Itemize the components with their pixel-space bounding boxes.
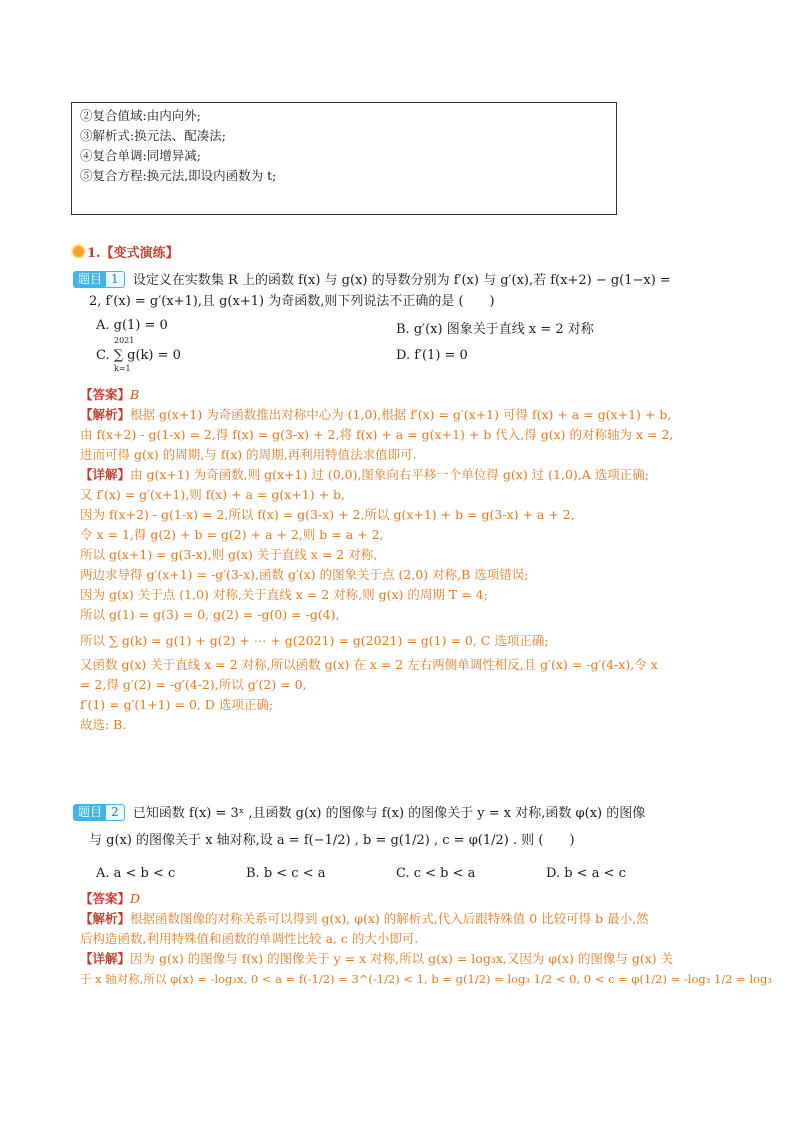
analysis-text: 由 f(x+2) - g(1-x) = 2,得 f(x) = g(3-x) + 2,将 f(x) + a = g(x+1) + b 代入,得 g(x) 的对称轴为 x = 2,	[80, 427, 674, 442]
option-c-text: C. ∑ g(k) = 0	[96, 348, 181, 363]
question-stem: 已知函数 f(x) = 3ˣ ,且函数 g(x) 的图像与 f(x) 的图像关于 y = x 对称,函数 φ(x) 的图像	[132, 806, 646, 821]
analysis-label: 【解析】	[80, 911, 131, 926]
option-c	[96, 336, 181, 373]
answer-label: 【答案】	[80, 387, 131, 402]
detail-text: 所以 g(x+1) = g(3-x),则 g(x) 关于直线 x = 2 对称,	[80, 547, 378, 562]
question-1-solution	[80, 385, 725, 735]
detail-text: 由 g(x+1) 为奇函数,则 g(x+1) 过 (0,0),图象向右平移一个单位得 g(x) 过 (1,0),A 选项正确;	[130, 467, 649, 482]
sum-lower-limit: k=1	[114, 364, 131, 373]
section-heading	[73, 242, 179, 261]
section-title: 1.【变式演练】	[87, 246, 179, 261]
detail-text: = 2,得 g′(2) = -g′(4-2),所以 g′(2) = 0,	[80, 677, 307, 692]
summary-line: ⑤复合方程:换元法,即设内函数为 t;	[80, 168, 277, 183]
sum-upper-limit: 2021	[114, 336, 135, 345]
question-stem: 设定义在实数集 R 上的函数 f(x) 与 g(x) 的导数分别为 f′(x) 与 g′(x),若 f(x+2) − g(1−x) =	[132, 273, 671, 288]
analysis-text: 根据函数图像的对称关系可以得到 g(x), φ(x) 的解析式,代入后跟特殊值 0 比较可得 b 最小,然	[130, 911, 649, 926]
answer-value: B	[130, 387, 140, 402]
detail-text: 所以 g(1) = g(3) = 0, g(2) = -g(0) = -g(4),	[80, 607, 340, 622]
detail-text: 令 x = 1,得 g(2) + b = g(2) + a + 2,则 b = a + 2,	[80, 527, 384, 542]
detail-text: 因为 g(x) 的图像与 f(x) 的图像关于 y = x 对称,所以 g(x) = log₃x,又因为 φ(x) 的图像与 g(x) 关	[130, 951, 674, 966]
option-a: A. g(1) = 0	[96, 318, 168, 333]
detail-text: 因为 f(x+2) - g(1-x) = 2,所以 f(x) = g(3-x) + 2,所以 g(x+1) + b = g(3-x) + a + 2,	[80, 507, 575, 522]
summary-line: ②复合值域:由内向外;	[80, 108, 201, 123]
answer-value: D	[130, 891, 141, 906]
option-c: C. c < b < a	[396, 866, 476, 881]
detail-text: f′(1) = g′(1+1) = 0, D 选项正确;	[80, 697, 274, 712]
sun-icon	[73, 246, 84, 257]
option-b: B. b < c < a	[246, 866, 326, 881]
question-stem-continued: 与 g(x) 的图像关于 x 轴对称,设 a = f(−1/2) , b = g(1/2) , c = φ(1/2) . 则 ( )	[89, 833, 575, 848]
question-number: 1	[105, 271, 125, 288]
option-b: B. g′(x) 图象关于直线 x = 2 对称	[396, 322, 594, 337]
summary-line: ③解析式:换元法、配凑法;	[80, 128, 226, 143]
answer-line	[80, 889, 725, 909]
detail-text: 于 x 轴对称,所以 φ(x) = -log₃x, 0 < a = f(-1/2) = 3^(-1/2) < 1, b = g(1/2) = log₃ 1/2 < 0, 0 < c = φ(1/2) = -log₃ 1/2 = log₃	[80, 972, 773, 986]
question-badge: 题目	[73, 804, 107, 821]
answer-line	[80, 385, 725, 405]
question-stem-continued: 2, f′(x) = g′(x+1),且 g(x+1) 为奇函数,则下列说法不正确的是 ( )	[89, 294, 495, 309]
analysis-text: 根据 g(x+1) 为奇函数推出对称中心为 (1,0),根据 f′(x) = g′(x+1) 可得 f(x) + a = g(x+1) + b,	[130, 407, 672, 422]
analysis-text: 进而可得 g(x) 的周期,与 f(x) 的周期,再利用特值法求值即可.	[80, 447, 417, 462]
detail-text: 又函数 g(x) 关于直线 x = 2 对称,所以函数 g(x) 在 x = 2 左右两侧单调性相反,且 g′(x) = -g′(4-x),令 x	[80, 657, 658, 672]
question-2	[73, 803, 723, 851]
answer-label: 【答案】	[80, 891, 131, 906]
question-badge: 题目	[73, 271, 107, 288]
option-d: D. b < a < c	[546, 866, 626, 881]
option-d: D. f′(1) = 0	[396, 348, 468, 363]
detail-text: 两边求导得 g′(x+1) = -g′(3-x),函数 g′(x) 的图象关于点 (2,0) 对称,B 选项错误;	[80, 567, 529, 582]
detail-line	[80, 949, 725, 969]
question-number: 2	[105, 804, 125, 821]
analysis-line	[80, 405, 725, 425]
analysis-line	[80, 909, 725, 929]
detail-text: 因为 g(x) 关于点 (1,0) 对称,关于直线 x = 2 对称,则 g(x) 的周期 T = 4;	[80, 587, 488, 602]
analysis-label: 【解析】	[80, 407, 131, 422]
analysis-text: 后构造函数,利用特殊值和函数的单调性比较 a, c 的大小即可.	[80, 931, 419, 946]
detail-line	[80, 465, 725, 485]
detail-text: 又 f′(x) = g′(x+1),则 f(x) + a = g(x+1) + b,	[80, 487, 346, 502]
summary-line: ④复合单调:同增异减;	[80, 148, 201, 163]
question-1	[73, 270, 723, 312]
option-a: A. a < b < c	[96, 866, 176, 881]
summary-box	[71, 102, 617, 215]
question-2-solution	[80, 889, 773, 989]
detail-text: 所以 ∑ g(k) = g(1) + g(2) + ⋯ + g(2021) = g(2021) = g(1) = 0, C 选项正确;	[80, 633, 549, 648]
detail-text: 故选: B.	[80, 717, 127, 732]
detail-label: 【详解】	[80, 467, 131, 482]
detail-label: 【详解】	[80, 951, 131, 966]
